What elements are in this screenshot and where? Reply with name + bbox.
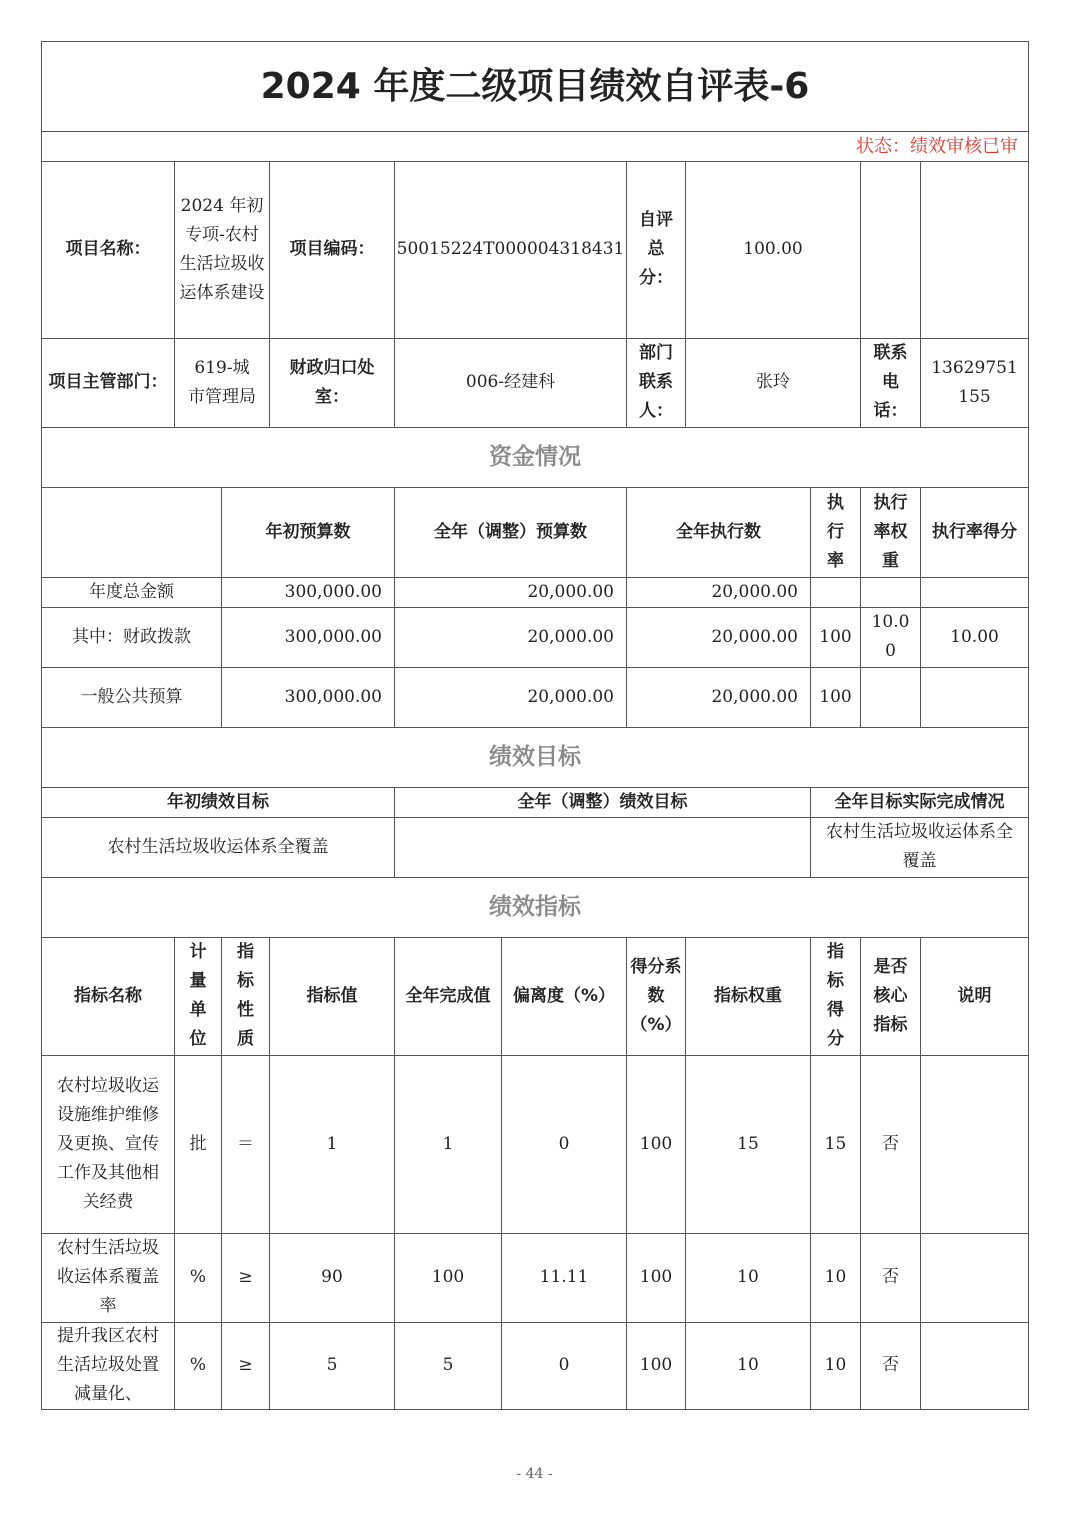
funds-row-label: 其中：财政拨款: [42, 607, 222, 667]
phone-value: 13629751155: [931, 357, 1018, 407]
status-badge: 状态：绩效审核已审: [856, 135, 1018, 157]
indicator-cell: 100: [395, 1233, 502, 1322]
indicator-cell: [921, 1233, 1028, 1322]
project-name-value: 2024 年初专项-农村生活垃圾收运体系建设: [175, 161, 270, 338]
funds-cell: 100: [811, 607, 861, 667]
project-code-label: 项目编码：: [270, 161, 395, 338]
goals-header-adjusted: 全年（调整）绩效目标: [395, 787, 811, 817]
indicator-cell: 10: [811, 1233, 861, 1322]
indicator-cell: ≥: [222, 1322, 270, 1409]
funds-cell: 20,000.00: [395, 577, 627, 607]
goal-adjusted-value: [395, 817, 811, 877]
self-score-value: 100.00: [686, 161, 861, 338]
contact-label: 部门联系人：: [627, 338, 686, 427]
funds-header-executed: 全年执行数: [627, 487, 811, 577]
dept-value: 619-城市管理局: [175, 338, 270, 427]
indicator-header-core: 是否核心指标: [861, 937, 921, 1055]
funds-header-adjusted-budget: 全年（调整）预算数: [395, 487, 627, 577]
goals-section-title: 绩效目标: [489, 743, 581, 770]
indicator-cell: 否: [861, 1233, 921, 1322]
indicator-cell: %: [175, 1322, 222, 1409]
indicator-cell: 否: [861, 1055, 921, 1233]
indicator-cell: 100: [627, 1322, 686, 1409]
project-code-value: 50015224T000004318431: [395, 161, 627, 338]
goal-actual-value: 农村生活垃圾收运体系全覆盖: [826, 822, 1013, 871]
indicator-cell: 批: [175, 1055, 222, 1233]
indicator-cell: 11.11: [502, 1233, 627, 1322]
dept-label: 项目主管部门：: [42, 338, 175, 427]
indicator-cell: 1: [395, 1055, 502, 1233]
indicator-cell: 10: [686, 1233, 811, 1322]
funds-cell: 20,000.00: [627, 577, 811, 607]
indicator-cell: 10: [686, 1322, 811, 1409]
funds-row-label: 一般公共预算: [42, 667, 222, 727]
indicator-cell: 5: [270, 1322, 395, 1409]
funds-cell: 10.00: [950, 626, 999, 647]
indicator-cell: 100: [627, 1233, 686, 1322]
goal-initial-value: 农村生活垃圾收运体系全覆盖: [42, 817, 395, 877]
office-label: 财政归口处室：: [270, 338, 395, 427]
funds-header-exec-score: 执行率得分: [932, 521, 1017, 542]
indicator-cell: 10: [811, 1322, 861, 1409]
indicator-cell: [921, 1322, 1028, 1409]
funds-cell: 100: [811, 667, 861, 727]
indicator-cell: 15: [686, 1055, 811, 1233]
evaluation-form: [41, 41, 1029, 1410]
funds-header-exec-rate: 执行率: [811, 487, 861, 577]
funds-cell: 20,000.00: [627, 667, 811, 727]
funds-cell: 20,000.00: [395, 607, 627, 667]
indicator-cell: 15: [811, 1055, 861, 1233]
empty-cell: [861, 161, 921, 338]
page-number: - 44 -: [516, 1466, 553, 1482]
empty-cell: [921, 161, 1028, 338]
indicator-cell: 0: [502, 1322, 627, 1409]
office-value: 006-经建科: [395, 338, 627, 427]
indicator-name: 提升我区农村生活垃圾处置减量化、: [42, 1322, 175, 1409]
indicator-header-nature: 指标性质: [222, 937, 270, 1055]
funds-cell: 300,000.00: [222, 577, 395, 607]
funds-cell: 300,000.00: [222, 607, 395, 667]
indicator-name: 农村生活垃圾收运体系覆盖率: [42, 1233, 175, 1322]
indicator-header-coefficient: 得分系数（%）: [627, 937, 686, 1055]
indicator-cell: ≥: [222, 1233, 270, 1322]
goals-header-actual: 全年目标实际完成情况: [834, 791, 1005, 812]
indicator-cell: %: [175, 1233, 222, 1322]
funds-cell: 20,000.00: [395, 667, 627, 727]
indicators-section-title: 绩效指标: [489, 893, 581, 920]
contact-value: 张玲: [686, 338, 861, 427]
indicator-header-score: 指标得分: [811, 937, 861, 1055]
funds-section-title: 资金情况: [489, 443, 581, 470]
indicator-header-target: 指标值: [270, 937, 395, 1055]
indicator-cell: [921, 1055, 1028, 1233]
indicator-cell: 否: [861, 1322, 921, 1409]
indicator-cell: 90: [270, 1233, 395, 1322]
funds-row-label: 年度总金额: [42, 577, 222, 607]
self-score-label: 自评总分：: [627, 161, 686, 338]
indicator-cell: 100: [627, 1055, 686, 1233]
funds-cell: 10.00: [861, 607, 921, 667]
funds-cell: [861, 667, 921, 727]
project-name-label: 项目名称：: [42, 161, 175, 338]
funds-header-blank: [42, 487, 222, 577]
phone-label: 联系电话：: [861, 338, 921, 427]
indicator-cell: 0: [502, 1055, 627, 1233]
page-title: 2024 年度二级项目绩效自评表-6: [260, 66, 810, 107]
indicator-header-name: 指标名称: [42, 937, 175, 1055]
indicator-cell: ＝: [222, 1055, 270, 1233]
indicator-cell: 5: [395, 1322, 502, 1409]
funds-header-initial-budget: 年初预算数: [222, 487, 395, 577]
funds-cell: [861, 577, 921, 607]
funds-cell: [921, 667, 1028, 727]
indicator-name: 农村垃圾收运设施维护维修及更换、宣传工作及其他相关经费: [42, 1055, 175, 1233]
indicator-cell: 1: [270, 1055, 395, 1233]
indicator-header-completed: 全年完成值: [395, 937, 502, 1055]
indicator-header-weight: 指标权重: [686, 937, 811, 1055]
indicator-header-deviation: 偏离度（%）: [502, 937, 627, 1055]
funds-cell: [921, 577, 1028, 607]
funds-cell: 20,000.00: [627, 607, 811, 667]
funds-header-exec-weight: 执行率权重: [861, 487, 921, 577]
funds-cell: [811, 577, 861, 607]
goals-header-initial: 年初绩效目标: [42, 787, 395, 817]
indicator-header-unit: 计量单位: [175, 937, 222, 1055]
indicator-header-note: 说明: [957, 985, 992, 1006]
funds-cell: 300,000.00: [222, 667, 395, 727]
